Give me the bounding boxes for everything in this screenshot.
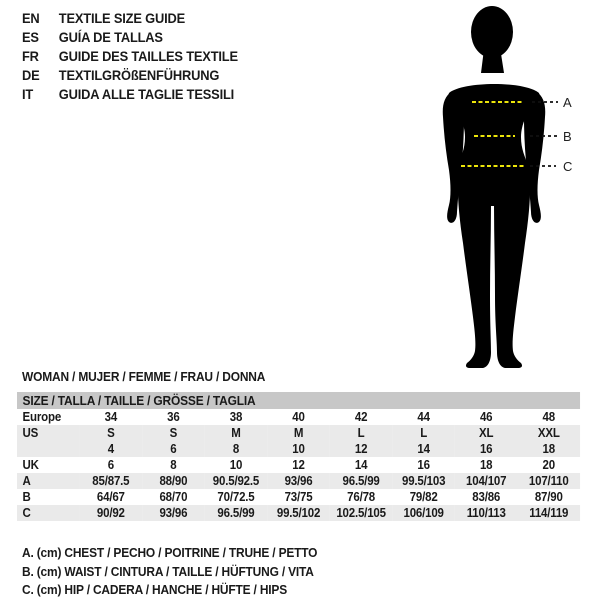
size-cell: 16 bbox=[479, 442, 493, 456]
lang-code: IT bbox=[22, 86, 34, 102]
size-cell: 90.5/92.5 bbox=[212, 474, 260, 488]
size-cell: 73/75 bbox=[284, 490, 313, 504]
size-cell: 40 bbox=[292, 410, 305, 424]
lang-row-en bbox=[22, 9, 238, 28]
lang-code: ES bbox=[22, 29, 39, 45]
size-cell: 93/96 bbox=[159, 506, 188, 520]
section-title: WOMAN / MUJER / FEMME / FRAU / DONNA bbox=[22, 369, 266, 384]
size-cell: 64/67 bbox=[96, 490, 125, 504]
size-cell: 110/113 bbox=[466, 506, 506, 520]
size-cell: 46 bbox=[479, 410, 493, 424]
size-cell: 76/78 bbox=[347, 490, 376, 504]
lang-row-fr bbox=[22, 47, 238, 66]
size-cell: 99.5/103 bbox=[401, 474, 446, 488]
size-cell: L bbox=[420, 426, 428, 440]
size-cell: 6 bbox=[170, 442, 177, 456]
size-cell: 14 bbox=[354, 458, 368, 472]
size-cell: 34 bbox=[104, 410, 118, 424]
size-cell: 70/72.5 bbox=[217, 490, 255, 504]
lang-title: GUIDA ALLE TAGLIE TESSILI bbox=[58, 86, 235, 102]
row-label: Europe bbox=[22, 410, 62, 424]
table-header-label: SIZE / TALLA / TAILLE / GRÖSSE / TAGLIA bbox=[22, 393, 256, 408]
size-cell: 96.5/99 bbox=[342, 474, 380, 488]
size-cell: 8 bbox=[170, 458, 177, 472]
table-row bbox=[17, 409, 580, 425]
size-cell: 79/82 bbox=[409, 490, 438, 504]
size-cell: 68/70 bbox=[159, 490, 188, 504]
lang-row-es bbox=[22, 28, 238, 47]
size-cell: 18 bbox=[479, 458, 493, 472]
size-cell: 99.5/102 bbox=[276, 506, 321, 520]
measure-label-a: A bbox=[563, 95, 572, 110]
size-cell: L bbox=[357, 426, 365, 440]
size-cell: XXL bbox=[537, 426, 560, 440]
size-cell: 44 bbox=[417, 410, 430, 424]
lang-title: TEXTILGRÖßENFÜHRUNG bbox=[58, 67, 220, 83]
size-cell: XL bbox=[479, 426, 494, 440]
size-cell: 87/90 bbox=[534, 490, 563, 504]
table-row bbox=[17, 457, 580, 473]
size-table bbox=[17, 392, 580, 521]
table-row bbox=[17, 441, 580, 457]
size-cell: 16 bbox=[417, 458, 430, 472]
size-cell: 10 bbox=[292, 442, 305, 456]
size-cell: 102.5/105 bbox=[336, 506, 386, 520]
size-cell: 6 bbox=[107, 458, 114, 472]
size-cell: 12 bbox=[354, 442, 368, 456]
lang-title: GUÍA DE TALLAS bbox=[58, 29, 163, 45]
legend-line-a: A. (cm) CHEST / PECHO / POITRINE / TRUHE / PETTO bbox=[22, 545, 318, 560]
size-cell: 90/92 bbox=[96, 506, 125, 520]
size-figure bbox=[425, 5, 600, 370]
row-label bbox=[17, 441, 80, 457]
lang-row-it bbox=[22, 85, 238, 104]
lang-title: GUIDE DES TAILLES TEXTILE bbox=[58, 48, 238, 64]
size-cell: M bbox=[231, 426, 241, 440]
size-table-body bbox=[17, 409, 580, 521]
size-cell: 96.5/99 bbox=[217, 506, 255, 520]
row-label: UK bbox=[22, 458, 39, 472]
table-row bbox=[17, 505, 580, 521]
size-cell: 12 bbox=[292, 458, 305, 472]
size-cell: 8 bbox=[232, 442, 240, 456]
size-cell: 48 bbox=[542, 410, 555, 424]
measure-label-c: C bbox=[563, 159, 573, 174]
size-cell: 88/90 bbox=[159, 474, 188, 488]
size-cell: 4 bbox=[107, 442, 114, 456]
lang-title: TEXTILE SIZE GUIDE bbox=[58, 10, 186, 26]
size-cell: 93/96 bbox=[284, 474, 313, 488]
row-label: B bbox=[22, 490, 31, 504]
language-list bbox=[22, 9, 238, 104]
size-cell: 85/87.5 bbox=[92, 474, 130, 488]
size-cell: 42 bbox=[354, 410, 368, 424]
table-row bbox=[17, 473, 580, 489]
size-cell: S bbox=[169, 426, 178, 440]
row-label: A bbox=[22, 474, 31, 488]
size-cell: 18 bbox=[542, 442, 555, 456]
size-cell: 20 bbox=[542, 458, 555, 472]
table-row bbox=[17, 425, 580, 441]
row-label: US bbox=[22, 426, 39, 440]
lang-code: EN bbox=[22, 10, 40, 26]
size-cell: M bbox=[293, 426, 304, 440]
row-label: C bbox=[22, 506, 31, 520]
size-cell: 107/110 bbox=[528, 474, 569, 488]
size-cell: S bbox=[107, 426, 115, 440]
size-cell: 104/107 bbox=[466, 474, 507, 488]
size-cell: 83/86 bbox=[472, 490, 501, 504]
woman-silhouette-icon bbox=[443, 6, 545, 368]
size-cell: 14 bbox=[417, 442, 430, 456]
measurement-legend bbox=[22, 544, 317, 600]
size-cell: 10 bbox=[229, 458, 243, 472]
table-row bbox=[17, 489, 580, 505]
table-header-row bbox=[17, 392, 580, 409]
size-cell: 36 bbox=[167, 410, 180, 424]
legend-line-c: C. (cm) HIP / CADERA / HANCHE / HÜFTE / HIPS bbox=[22, 582, 288, 597]
size-cell: 106/109 bbox=[403, 506, 444, 520]
size-cell: 38 bbox=[229, 410, 243, 424]
lang-code: FR bbox=[22, 48, 39, 64]
measure-label-b: B bbox=[563, 129, 572, 144]
lang-code: DE bbox=[22, 67, 40, 83]
lang-row-de bbox=[22, 66, 238, 85]
legend-line-b: B. (cm) WAIST / CINTURA / TAILLE / HÜFTUNG / VITA bbox=[22, 563, 314, 579]
size-cell: 114/119 bbox=[529, 506, 569, 520]
